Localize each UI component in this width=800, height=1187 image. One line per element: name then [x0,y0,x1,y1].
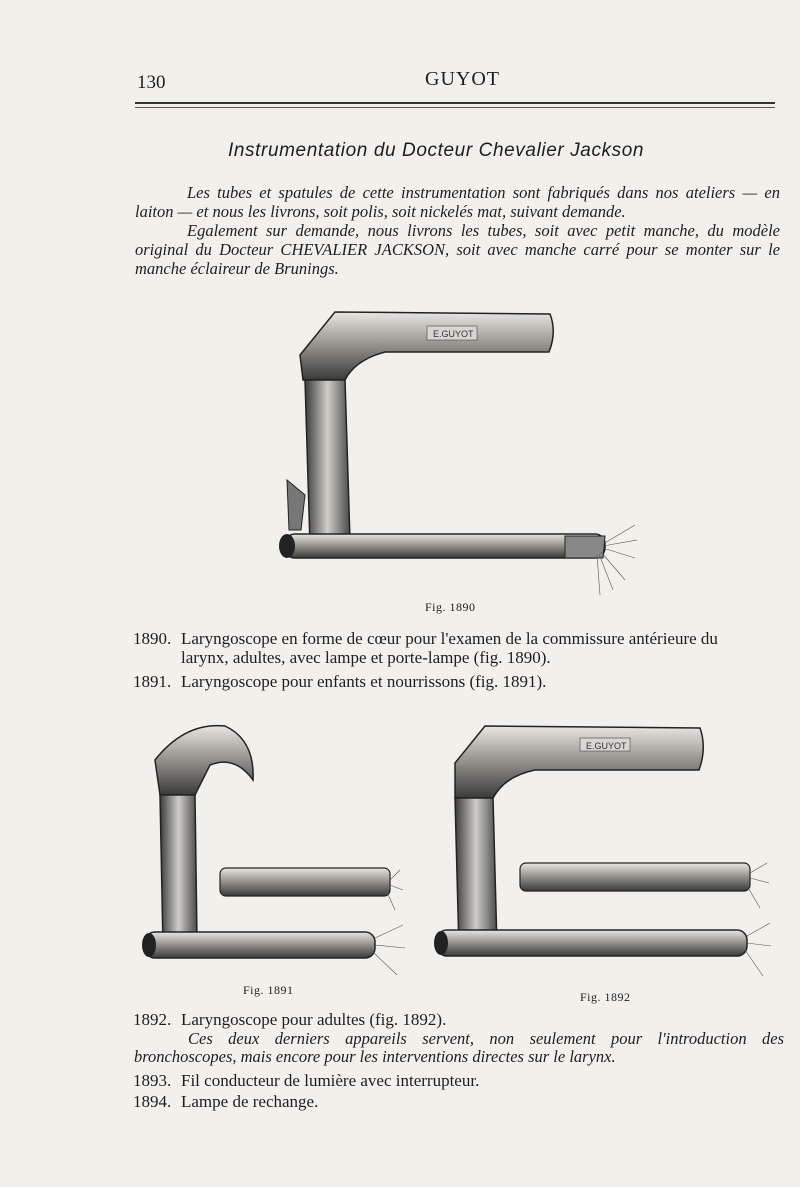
item-1893 [133,1071,783,1090]
intro-text [135,183,780,278]
figure-1890-illustration [265,300,645,600]
fig-1892-caption: Fig. 1892 [580,990,631,1004]
header-rule-thin [135,107,775,108]
item-number: 1890. [133,629,172,648]
section-title: Instrumentation du Docteur Chevalier Jackson [228,140,645,161]
figure-1892-illustration [425,718,775,988]
fig-1890-handle-engraving: E.GUYOT [433,329,474,339]
running-title: GUYOT [425,68,500,90]
item-number: 1894. [133,1092,172,1111]
item-continuation: larynx, adultes, avec lampe et porte-lampe (fig. 1890). [181,648,551,667]
item-text: Laryngoscope en forme de cœur pour l'examen de la commissure antérieure du [181,629,718,648]
item-number: 1893. [133,1071,172,1090]
fig-1892-handle-engraving: E.GUYOT [586,741,627,751]
figure-1891-illustration [135,720,410,980]
intro-paragraph-1: Les tubes et spatules de cette instrumentation sont fabriqués dans nos ateliers — en laiton — et nous les livrons, soit polis, soit nickelés mat, suivant demande. [135,183,780,221]
item-1890 [133,629,783,667]
fig-1890-caption: Fig. 1890 [425,600,476,614]
item-text: Laryngoscope pour adultes (fig. 1892). [181,1010,447,1029]
item-text: Lampe de rechange. [181,1092,319,1111]
fig-1891-caption: Fig. 1891 [243,983,294,997]
item-1891 [133,672,783,691]
item-1894 [133,1092,783,1111]
page-number: 130 [137,72,166,93]
note-paragraph [134,1030,784,1066]
item-text: Laryngoscope pour enfants et nourrissons (fig. 1891). [181,672,547,691]
item-number: 1891. [133,672,172,691]
note-text: Ces deux derniers appareils servent, non seulement pour l'introduction des bronchoscopes, mais encore pour les interventions directes sur le larynx. [134,1029,784,1066]
item-1892 [133,1010,783,1029]
header-rule [135,102,775,104]
item-text: Fil conducteur de lumière avec interrupteur. [181,1071,480,1090]
intro-paragraph-2: Egalement sur demande, nous livrons les tubes, soit avec petit manche, du modèle original du Docteur CHEVALIER JACKSON, soit avec manche carré pour se monter sur le manche éclaireur de Brunings. [135,221,780,278]
item-number: 1892. [133,1010,172,1029]
